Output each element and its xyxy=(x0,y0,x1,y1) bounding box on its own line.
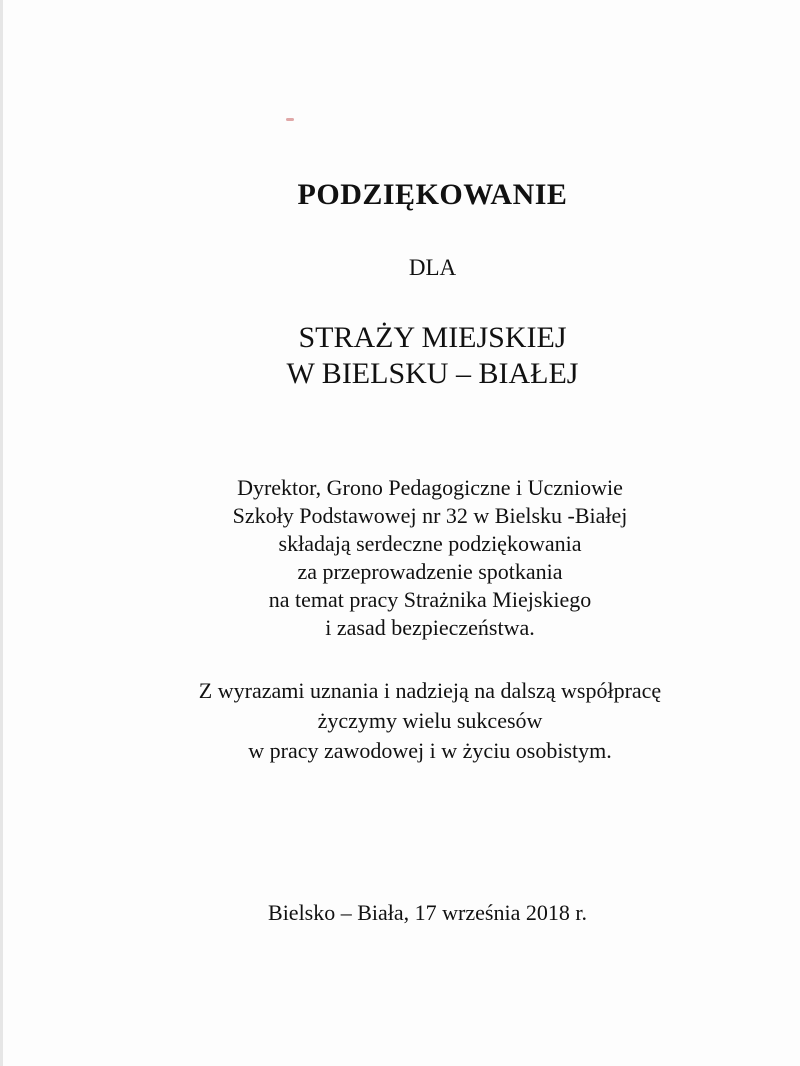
body-line: Dyrektor, Grono Pedagogiczne i Uczniowie xyxy=(237,475,623,500)
recipient-block xyxy=(0,320,800,392)
recipient-line: W BIELSKU – BIAŁEJ xyxy=(286,357,579,390)
document-title: PODZIĘKOWANIE xyxy=(297,178,568,211)
body-line: i zasad bezpieczeństwa. xyxy=(325,615,535,640)
wishes-line: życzymy wielu sukcesów xyxy=(317,708,543,733)
wishes-paragraph xyxy=(0,676,800,766)
body-line: składają serdeczne podziękowania xyxy=(278,531,582,556)
wishes-line: w pracy zawodowej i w życiu osobistym. xyxy=(248,738,612,763)
body-paragraph xyxy=(0,474,800,642)
wishes-line: Z wyrazami uznania i nadzieją na dalszą współpracę xyxy=(198,678,662,703)
recipient-line: STRAŻY MIEJSKIEJ xyxy=(298,321,567,354)
scan-speck xyxy=(286,118,294,121)
place-and-date: Bielsko – Biała, 17 września 2018 r. xyxy=(268,900,587,925)
body-line: na temat pracy Strażnika Miejskiego xyxy=(268,587,592,612)
preposition-label: DLA xyxy=(408,255,457,280)
body-line: Szkoły Podstawowej nr 32 w Bielsku -Białej xyxy=(232,503,628,528)
body-line: za przeprowadzenie spotkania xyxy=(297,559,563,584)
